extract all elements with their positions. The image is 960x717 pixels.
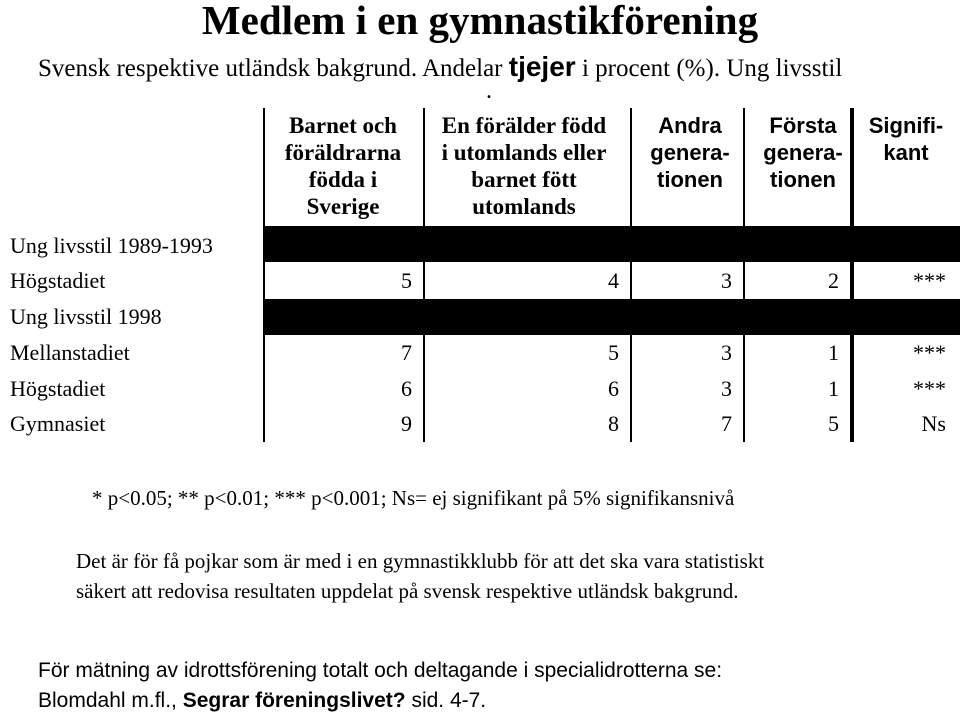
reference-authors: Blomdahl m.fl.,	[38, 689, 183, 712]
row-label: Högstadiet	[10, 268, 106, 293]
section-label: Ung livsstil 1989-1993	[10, 233, 213, 258]
grid-line	[743, 108, 745, 442]
subtitle	[38, 50, 842, 86]
table-cell: 5	[828, 411, 839, 436]
row-label: Mellanstadiet	[10, 340, 130, 365]
subtitle-highlight: tjejer	[508, 51, 576, 82]
table-cell: 2	[828, 268, 839, 293]
column-header-abroad	[423, 112, 625, 220]
section-band	[265, 226, 960, 262]
significance-cell: Ns	[921, 411, 946, 436]
section-band	[265, 299, 960, 335]
table-cell: 5	[608, 340, 619, 365]
header-line: barnet fött	[471, 167, 577, 192]
header-line: Första	[769, 113, 837, 138]
significance-cell: ***	[913, 340, 946, 365]
note-paragraph	[76, 546, 764, 606]
header-line: Signifi-	[868, 113, 944, 138]
column-header-first-generation	[745, 112, 861, 193]
table-cell: 1	[828, 340, 839, 365]
table-cell: 6	[608, 376, 619, 401]
table-cell: 7	[721, 411, 732, 436]
grid-line	[423, 108, 425, 442]
header-line: tionen	[657, 167, 723, 192]
header-line: En förälder född	[441, 113, 607, 138]
column-header-second-generation	[628, 112, 752, 193]
reference-title: Segrar föreningslivet?	[182, 689, 406, 712]
table-cell: 5	[401, 268, 412, 293]
grid-line	[630, 108, 632, 442]
row-label: Gymnasiet	[10, 411, 106, 436]
table-cell: 1	[828, 376, 839, 401]
header-line: i utomlands eller	[441, 140, 607, 165]
footnote: * p<0.05; ** p<0.01; *** p<0.001; Ns= ej signifikant på 5% signifikansnivå	[92, 486, 735, 510]
table-cell: 8	[608, 411, 619, 436]
header-line: utomlands	[472, 194, 576, 219]
reference-paragraph	[38, 656, 722, 716]
reference-pages: sid. 4-7.	[405, 689, 487, 712]
table-cell: 4	[608, 268, 619, 293]
header-line: föräldrarna	[284, 140, 402, 165]
reference-line: För mätning av idrottsförening totalt och deltagande i specialidrotterna se:	[38, 659, 723, 682]
header-line: födda i	[308, 167, 378, 192]
section-label: Ung livsstil 1998	[10, 304, 162, 329]
significance-cell: ***	[913, 376, 946, 401]
header-line: Barnet och	[289, 113, 397, 138]
table-cell: 9	[401, 411, 412, 436]
table-cell: 7	[401, 340, 412, 365]
table-cell: 6	[401, 376, 412, 401]
page-title: Medlem i en gymnastikförening	[201, 0, 759, 43]
grid-line-thick	[850, 108, 854, 442]
header-line: genera-	[650, 140, 730, 165]
column-header-sweden	[263, 112, 423, 220]
subtitle-after: i procent (%). Ung livsstil	[575, 55, 843, 82]
column-header-significant	[852, 112, 960, 166]
subtitle-dot: .	[486, 78, 492, 104]
note-line: Det är för få pojkar som är med i en gymnastikklubb för att det ska vara statistiskt	[76, 549, 765, 573]
reference-line	[38, 686, 722, 716]
significance-cell: ***	[913, 268, 946, 293]
table-cell: 3	[721, 340, 732, 365]
header-line: Andra	[658, 113, 722, 138]
grid-line	[263, 108, 265, 442]
table-cell: 3	[721, 376, 732, 401]
header-line: genera-	[763, 140, 843, 165]
header-line: tionen	[770, 167, 836, 192]
subtitle-before: Svensk respektive utländsk bakgrund. Andelar	[38, 55, 509, 82]
table-cell: 3	[721, 268, 732, 293]
header-line: Sverige	[306, 194, 380, 219]
row-label: Högstadiet	[10, 376, 106, 401]
note-line: säkert att redovisa resultaten uppdelat på svensk respektive utländsk bakgrund.	[76, 579, 739, 603]
header-line: kant	[883, 140, 929, 165]
